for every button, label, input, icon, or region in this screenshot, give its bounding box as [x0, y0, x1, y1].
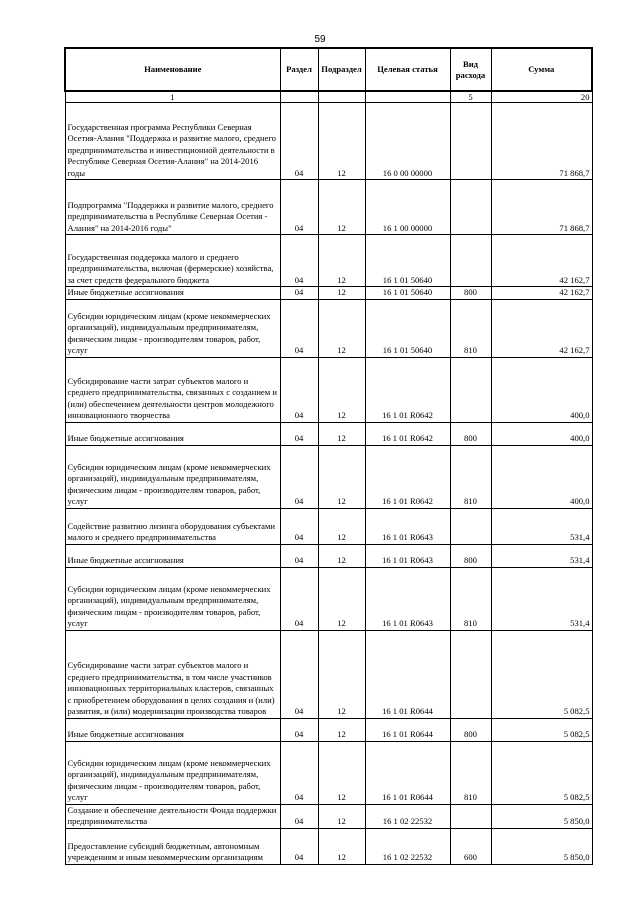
row-name: Субсидии юридическим лицам (кроме некоммерческих организаций), индивидуальным предпринимателям, физическим лицам - производителям товаров, работ, услуг: [65, 299, 280, 357]
row-summa: 400,0: [491, 357, 592, 422]
row-vid: 800: [450, 718, 491, 741]
row-podrazdel: 12: [318, 544, 365, 567]
row-podrazdel: 12: [318, 422, 365, 445]
row-vid: 800: [450, 422, 491, 445]
row-name: Субсидирование части затрат субъектов малого и среднего предпринимательства, связанных с созданием и (или) обеспечением деятельности центров молодежного инновационного творчества: [65, 357, 280, 422]
row-statya: 16 1 01 R0643: [365, 567, 450, 630]
row-podrazdel: 12: [318, 718, 365, 741]
header-name: Наименование: [65, 48, 280, 91]
row-razdel: 04: [280, 180, 318, 235]
header-row: [65, 48, 592, 91]
row-statya: 16 1 01 50640: [365, 287, 450, 300]
row-podrazdel: 12: [318, 180, 365, 235]
row-podrazdel: 12: [318, 828, 365, 864]
row-summa: 42 162,7: [491, 235, 592, 287]
row-name: Иные бюджетные ассигнования: [65, 544, 280, 567]
row-vid: [450, 103, 491, 180]
row-vid: 600: [450, 828, 491, 864]
row-razdel: 04: [280, 630, 318, 718]
table-row: [65, 508, 592, 544]
row-podrazdel: 12: [318, 567, 365, 630]
table-row: [65, 741, 592, 804]
row-podrazdel: 12: [318, 508, 365, 544]
row-podrazdel: 12: [318, 804, 365, 828]
row-podrazdel: 12: [318, 741, 365, 804]
row-summa: 5 082,5: [491, 741, 592, 804]
row-razdel: 04: [280, 103, 318, 180]
table-row: [65, 445, 592, 508]
row-statya: 16 1 01 50640: [365, 299, 450, 357]
index-2: [280, 91, 318, 103]
row-razdel: 04: [280, 299, 318, 357]
index-3: [318, 91, 365, 103]
row-summa: 71 868,7: [491, 103, 592, 180]
row-statya: 16 1 01 R0642: [365, 357, 450, 422]
row-statya: 16 1 01 R0644: [365, 718, 450, 741]
header-razdel: Раздел: [280, 48, 318, 91]
row-vid: 810: [450, 299, 491, 357]
row-name: Содействие развитию лизинга оборудования субъектами малого и среднего предпринимательства: [65, 508, 280, 544]
header-podrazdel: Подраздел: [318, 48, 365, 91]
header-vid: Вид расхода: [450, 48, 491, 91]
row-vid: 800: [450, 544, 491, 567]
row-podrazdel: 12: [318, 630, 365, 718]
row-name: Субсидии юридическим лицам (кроме некоммерческих организаций), индивидуальным предпринимателям, физическим лицам - производителям товаров, работ, услуг: [65, 741, 280, 804]
row-razdel: 04: [280, 287, 318, 300]
row-vid: [450, 235, 491, 287]
row-summa: 5 082,5: [491, 718, 592, 741]
row-statya: 16 1 01 R0642: [365, 422, 450, 445]
row-name: Предоставление субсидий бюджетным, автономным учреждениям и иным некоммерческим организациям: [65, 828, 280, 864]
row-statya: 16 1 01 R0643: [365, 508, 450, 544]
row-summa: 5 850,0: [491, 804, 592, 828]
column-index-row: [65, 91, 592, 103]
row-podrazdel: 12: [318, 357, 365, 422]
table-row: [65, 804, 592, 828]
index-4: [365, 91, 450, 103]
table-row: [65, 235, 592, 287]
table-row: [65, 567, 592, 630]
row-vid: 810: [450, 445, 491, 508]
row-vid: [450, 180, 491, 235]
budget-table: [64, 47, 593, 865]
row-name: Подпрограмма "Поддержка и развитие малого, среднего предпринимательства в Республике Северная Осетия - Алания" на 2014-2016 годы": [65, 180, 280, 235]
row-razdel: 04: [280, 567, 318, 630]
table-row: [65, 828, 592, 864]
row-razdel: 04: [280, 718, 318, 741]
row-statya: 16 1 01 R0643: [365, 544, 450, 567]
row-name: Субсидии юридическим лицам (кроме некоммерческих организаций), индивидуальным предпринимателям, физическим лицам - производителям товаров, работ, услуг: [65, 567, 280, 630]
page-number: 59: [314, 34, 326, 45]
row-summa: 71 868,7: [491, 180, 592, 235]
table-row: [65, 299, 592, 357]
index-6: 20: [491, 91, 592, 103]
index-1: 1: [65, 91, 280, 103]
row-razdel: 04: [280, 508, 318, 544]
row-podrazdel: 12: [318, 235, 365, 287]
table-row: [65, 287, 592, 300]
row-vid: 810: [450, 741, 491, 804]
row-name: Иные бюджетные ассигнования: [65, 287, 280, 300]
row-statya: 16 1 01 R0642: [365, 445, 450, 508]
row-razdel: 04: [280, 235, 318, 287]
row-statya: 16 1 01 R0644: [365, 630, 450, 718]
row-summa: 400,0: [491, 422, 592, 445]
row-summa: 531,4: [491, 567, 592, 630]
row-vid: [450, 508, 491, 544]
row-vid: 800: [450, 287, 491, 300]
row-vid: [450, 630, 491, 718]
row-name: Иные бюджетные ассигнования: [65, 718, 280, 741]
table-row: [65, 180, 592, 235]
table-row: [65, 103, 592, 180]
row-vid: [450, 357, 491, 422]
row-podrazdel: 12: [318, 287, 365, 300]
table-row: [65, 630, 592, 718]
header-summa: Сумма: [491, 48, 592, 91]
row-summa: 400,0: [491, 445, 592, 508]
row-statya: 16 1 00 00000: [365, 180, 450, 235]
row-razdel: 04: [280, 804, 318, 828]
row-name: Государственная программа Республики Северная Осетия-Алания "Поддержка и развитие малого, среднего предпринимательства и инвестиционной деятельности в Республике Северная Осетия-Алания" на 2014-2016 годы: [65, 103, 280, 180]
row-vid: 810: [450, 567, 491, 630]
row-name: Создание и обеспечение деятельности Фонда поддержки предпринимательства: [65, 804, 280, 828]
row-vid: [450, 804, 491, 828]
row-summa: 42 162,7: [491, 287, 592, 300]
row-name: Субсидии юридическим лицам (кроме некоммерческих организаций), индивидуальным предпринимателям, физическим лицам - производителям товаров, работ, услуг: [65, 445, 280, 508]
row-podrazdel: 12: [318, 299, 365, 357]
table-row: [65, 718, 592, 741]
row-summa: 5 850,0: [491, 828, 592, 864]
row-summa: 5 082,5: [491, 630, 592, 718]
row-podrazdel: 12: [318, 103, 365, 180]
row-razdel: 04: [280, 741, 318, 804]
row-razdel: 04: [280, 357, 318, 422]
row-summa: 531,4: [491, 544, 592, 567]
row-razdel: 04: [280, 544, 318, 567]
table-row: [65, 357, 592, 422]
header-statya: Целевая статья: [365, 48, 450, 91]
row-statya: 16 1 02 22532: [365, 828, 450, 864]
row-name: Государственная поддержка малого и среднего предпринимательства, включая (фермерские) хозяйства, за счет средств федерального бюджета: [65, 235, 280, 287]
row-statya: 16 1 01 50640: [365, 235, 450, 287]
row-summa: 42 162,7: [491, 299, 592, 357]
row-name: Субсидирование части затрат субъектов малого и среднего предпринимательства, в том числе участников инновационных территориальных кластеров, связанных с приобретением оборудования в целях создания и (или) развития, и (или) модернизации производства товаров: [65, 630, 280, 718]
row-razdel: 04: [280, 445, 318, 508]
row-razdel: 04: [280, 828, 318, 864]
table-row: [65, 422, 592, 445]
row-summa: 531,4: [491, 508, 592, 544]
row-statya: 16 1 02 22532: [365, 804, 450, 828]
index-5: 5: [450, 91, 491, 103]
row-razdel: 04: [280, 422, 318, 445]
row-statya: 16 1 01 R0644: [365, 741, 450, 804]
row-podrazdel: 12: [318, 445, 365, 508]
row-statya: 16 0 00 00000: [365, 103, 450, 180]
table-row: [65, 544, 592, 567]
row-name: Иные бюджетные ассигнования: [65, 422, 280, 445]
